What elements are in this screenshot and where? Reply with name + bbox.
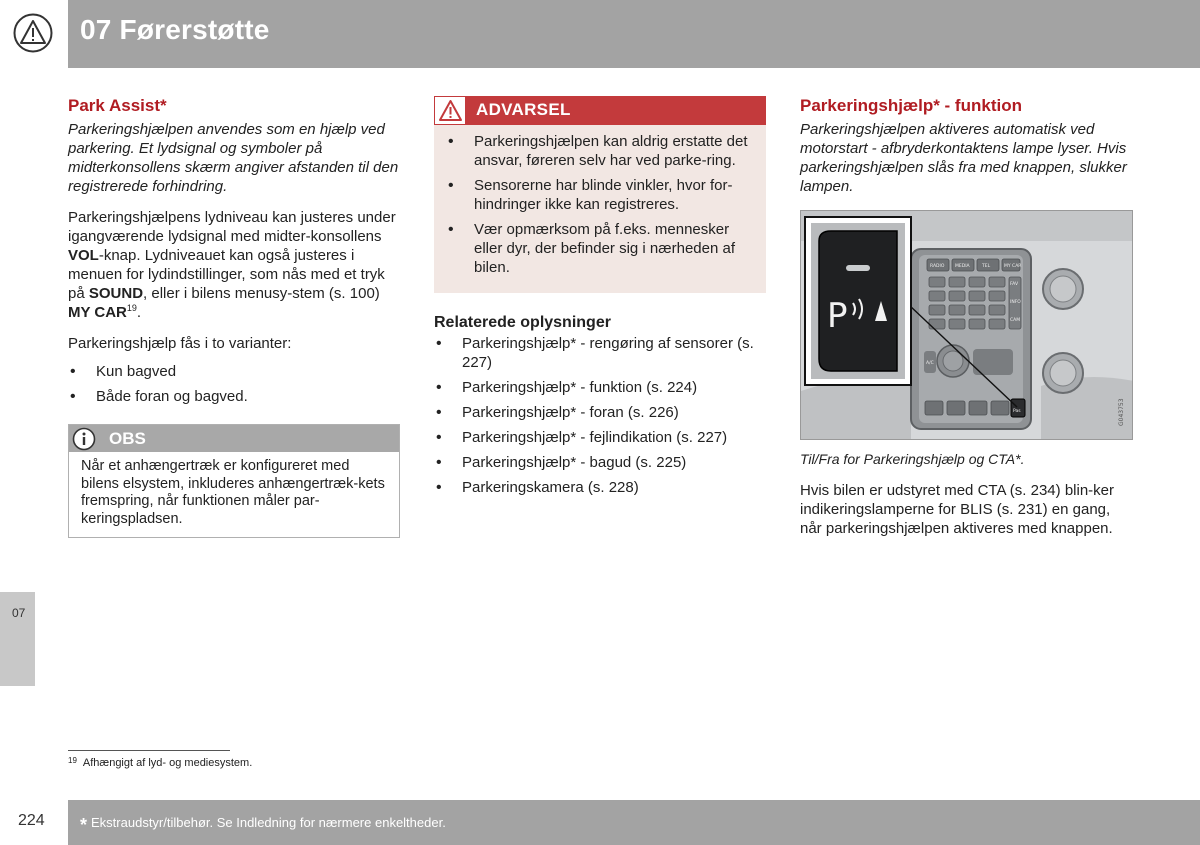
warning-list (434, 132, 766, 277)
console-label: RADIO (930, 264, 945, 269)
console-label: FAV (1010, 282, 1019, 287)
warning-title: ADVARSEL (476, 100, 571, 119)
footnote: $^{19}$ Afhængigt af lyd- og mediesystem. (68, 756, 253, 769)
paragraph-variants: Parkeringshjælp fås i to varianter: (68, 335, 292, 352)
related-list (434, 334, 766, 497)
image-code: G043753 (1118, 398, 1125, 426)
related-link[interactable]: • Parkeringshjælp* - rengøring af sensorer (s. 227) (434, 334, 766, 372)
related-link[interactable]: • Parkeringshjælp* - foran (s. 226) (434, 403, 766, 422)
paragraph-cta: Hvis bilen er udstyret med CTA (s. 234) blin-ker indikeringslamperne for BLIS (s. 231) en gang, når parkeringshjælpen aktiveres med knappen. (800, 482, 1114, 537)
section-intro: Parkeringshjælpen anvendes som en hjælp ved parkering. Et lydsignal og symboler på midterkonsollens skærm angiver afstanden til den registrerede forhindring. (68, 121, 399, 195)
page-number: 224 (18, 812, 45, 829)
console-label: INFO (1010, 300, 1021, 305)
console-label: MEDIA (955, 264, 970, 269)
paragraph-volume: Parkeringshjælpens lydniveau kan justeres under igangværende lydsignal med midter-konsollens VOL-knap. Lydniveauet kan også justeres i menuen for lydindstillinger, som nås med et tryk på SOUND, eller i bilens menusy-stem (s. 100) MY CAR$^{19}$. (68, 209, 396, 321)
header-icon-area (0, 0, 68, 68)
related-link[interactable]: • Parkeringshjælp* - fejlindikation (s. 227) (434, 428, 766, 447)
warning-triangle-icon (13, 13, 53, 53)
chapter-title: 07 Førerstøtte (80, 14, 270, 45)
related-heading: Relaterede oplysninger (434, 314, 611, 331)
column-middle (434, 96, 766, 503)
console-label: Pas (1013, 409, 1021, 414)
note-box (68, 424, 400, 538)
console-label: CAM (1010, 318, 1021, 323)
column-right (800, 96, 1133, 538)
related-info (434, 313, 766, 497)
park-assist-symbol: P (827, 296, 848, 336)
footnote-rule (68, 750, 230, 751)
note-header (69, 425, 399, 452)
figure-caption: Til/Fra for Parkeringshjælp og CTA*. (800, 451, 1025, 467)
console-label: MY CAR (1004, 264, 1022, 269)
section-heading-park-assist: Park Assist* (68, 96, 167, 115)
footer-note: * Ekstraudstyr/tilbehør. Se Indledning for nærmere enkeltheder. (80, 815, 446, 835)
column-left (68, 96, 400, 538)
related-link[interactable]: • Parkeringskamera (s. 228) (434, 478, 766, 497)
warning-box (434, 96, 766, 293)
note-body: Når et anhængertræk er konfigureret med bilens elsystem, inkluderes anhængertræk-kets fremspring, når funktionen måler par-keringspladsen. (81, 458, 385, 527)
note-title: OBS (109, 429, 146, 448)
info-icon (72, 427, 96, 451)
footnote-ref: 19 (126, 303, 137, 313)
console-label: A/C (926, 361, 934, 366)
warning-icon-box (434, 96, 466, 125)
warning-triangle-icon (438, 99, 463, 123)
related-link[interactable]: • Parkeringshjælp* - funktion (s. 224) (434, 378, 766, 397)
list-item: • Både foran og bagved. (68, 387, 400, 406)
center-console-figure (800, 210, 1133, 440)
list-item: • Vær opmærksom på f.eks. mennesker eller dyr, der befinder sig i nærheden af bilen. (434, 220, 766, 277)
center-console-illustration (801, 211, 1133, 440)
section-intro: Parkeringshjælpen aktiveres automatisk ved motorstart - afbryderkontaktens lampe lyser. Hvis parkeringshjælpen slås fra med knappen, slukker lampen. (800, 121, 1127, 195)
warning-header (434, 96, 766, 125)
variants-list (68, 362, 400, 406)
list-item: • Parkeringshjælpen kan aldrig erstatte det ansvar, føreren selv har ved parke-ring. (434, 132, 766, 170)
related-link[interactable]: • Parkeringshjælp* - bagud (s. 225) (434, 453, 766, 472)
section-heading-function: Parkeringshjælp* - funktion (800, 96, 1022, 115)
console-label: TEL (982, 264, 991, 269)
chapter-tab-number: 07 (12, 606, 26, 620)
star-marker: * (80, 815, 88, 835)
list-item: • Kun bagved (68, 362, 400, 381)
list-item: • Sensorerne har blinde vinkler, hvor for-hindringer ikke kan registreres. (434, 176, 766, 214)
